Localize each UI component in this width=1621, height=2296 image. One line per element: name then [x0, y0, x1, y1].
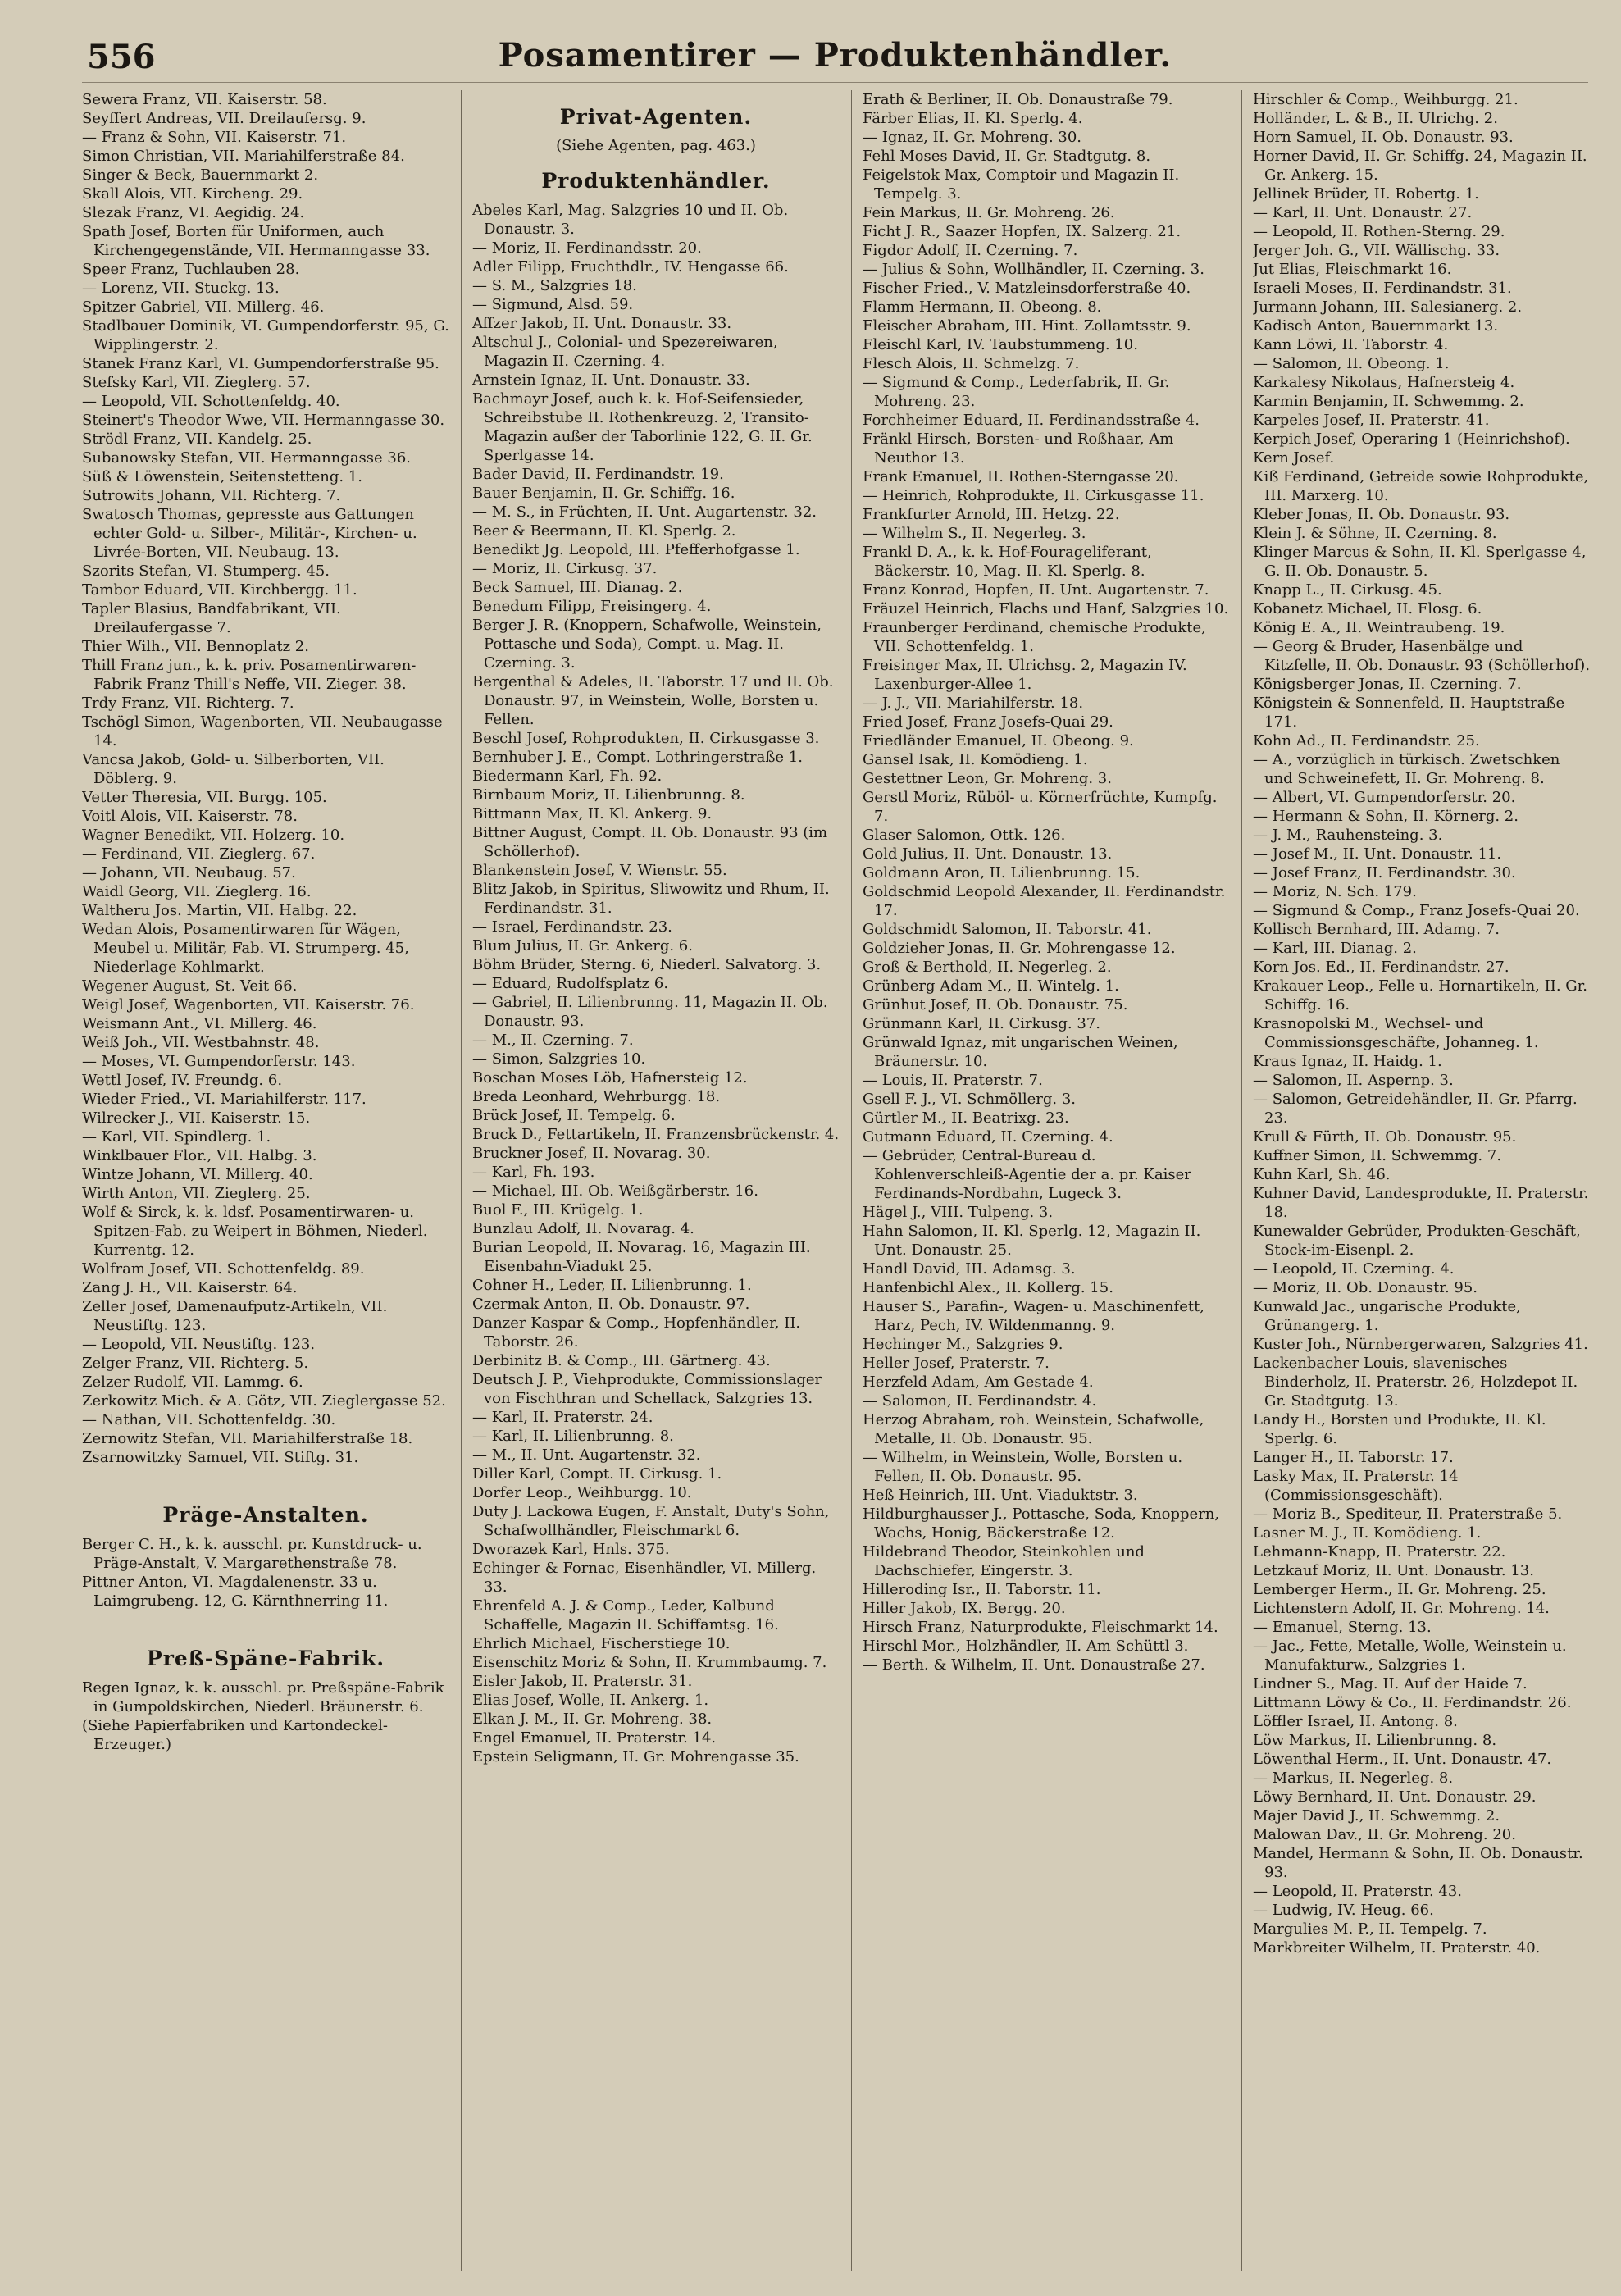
directory-entry: Hechinger M., Salzgries 9. — [863, 1336, 1063, 1353]
directory-entry: Fleischl Karl, IV. Taubstummeng. 10. — [863, 336, 1138, 353]
page-number: 556 — [87, 38, 156, 76]
directory-entry: — Albert, VI. Gumpendorferstr. 20. — [1253, 789, 1516, 806]
directory-entry: Zsarnowitzky Samuel, VII. Stiftg. 31. — [82, 1449, 359, 1466]
directory-entry: Jerger Joh. G., VII. Wällischg. 33. — [1253, 242, 1500, 259]
directory-entry: Hildburghausser J., Pottasche, Soda, Knoppern, Wachs, Honig, Bäckerstraße 12. — [863, 1506, 1220, 1542]
directory-entry: Kleber Jonas, II. Ob. Donaustr. 93. — [1253, 506, 1510, 523]
directory-entry: Stefsky Karl, VII. Zieglerg. 57. — [82, 374, 311, 391]
column-rule-2 — [851, 90, 852, 2271]
directory-entry: Löffler Israel, II. Antong. 8. — [1253, 1713, 1458, 1730]
directory-entry: Gansel Isak, II. Komödieng. 1. — [863, 751, 1088, 768]
directory-entry: — Georg & Bruder, Hasenbälge und Kitzfelle, II. Ob. Donaustr. 93 (Schöllerhof). — [1253, 638, 1591, 674]
directory-entry: — Moriz B., Spediteur, II. Praterstraße 5. — [1253, 1506, 1563, 1523]
directory-entry: — M., II. Unt. Augartenstr. 32. — [472, 1446, 701, 1464]
directory-entry: Regen Ignaz, k. k. ausschl. pr. Preßspäne-Fabrik in Gumpoldskirchen, Niederl. Bräunerstr. 6. — [82, 1679, 444, 1715]
directory-entry: Kiß Ferdinand, Getreide sowie Rohprodukte, III. Marxerg. 10. — [1253, 468, 1589, 504]
directory-entry: Bruck D., Fettartikeln, II. Franzensbrückenstr. 4. — [472, 1126, 840, 1143]
directory-entry: Fleischer Abraham, III. Hint. Zollamtsstr. 9. — [863, 317, 1191, 335]
directory-entry: Horner David, II. Gr. Schiffg. 24, Magazin II. Gr. Ankerg. 15. — [1253, 148, 1587, 184]
directory-entry: Krull & Fürth, II. Ob. Donaustr. 95. — [1253, 1128, 1517, 1146]
directory-entry: — Wilhelm, in Weinstein, Wolle, Borsten u. Fellen, II. Ob. Donaustr. 95. — [863, 1449, 1183, 1485]
directory-entry: — M. S., in Früchten, II. Unt. Augartenstr. 32. — [472, 503, 817, 521]
directory-entry: Diller Karl, Compt. II. Cirkusg. 1. — [472, 1465, 722, 1483]
directory-entry: Knapp L., II. Cirkusg. 45. — [1253, 581, 1442, 599]
directory-entry: Frank Emanuel, II. Rothen-Sterngasse 20. — [863, 468, 1179, 485]
directory-entry: Hirschl Mor., Holzhändler, II. Am Schüttl 3. — [863, 1638, 1189, 1655]
directory-entry: Kraus Ignaz, II. Haidg. 1. — [1253, 1053, 1442, 1070]
directory-entry: — Gabriel, II. Lilienbrunng. 11, Magazin II. Ob. Donaustr. 93. — [472, 994, 828, 1030]
directory-entry: Stadlbauer Dominik, VI. Gumpendorferstr. 95, G. Wipplingerstr. 2. — [82, 317, 449, 353]
directory-entry: Grünberg Adam M., II. Wintelg. 1. — [863, 977, 1119, 995]
directory-entry: Wegener August, St. Veit 66. — [82, 977, 298, 995]
directory-entry: Letzkauf Moriz, II. Unt. Donaustr. 13. — [1253, 1562, 1534, 1579]
directory-entry: Singer & Beck, Bauernmarkt 2. — [82, 166, 319, 184]
directory-entry: Ficht J. R., Saazer Hopfen, IX. Salzerg. 21. — [863, 223, 1182, 240]
directory-entry: Fränkl Hirsch, Borsten- und Roßhaar, Am Neuthor 13. — [863, 430, 1174, 467]
directory-entry: — Nathan, VII. Schottenfeldg. 30. — [82, 1411, 336, 1428]
directory-entry: — Eduard, Rudolfsplatz 6. — [472, 975, 669, 992]
directory-entry: Hilleroding Isr., II. Taborstr. 11. — [863, 1581, 1101, 1598]
directory-entry: Elias Josef, Wolle, II. Ankerg. 1. — [472, 1692, 709, 1709]
directory-entry: — Leopold, VII. Neustiftg. 123. — [82, 1336, 316, 1353]
directory-entry: Grünwald Ignaz, mit ungarischen Weinen, Bräunerstr. 10. — [863, 1034, 1178, 1070]
directory-entry: Lindner S., Mag. II. Auf der Haide 7. — [1253, 1675, 1528, 1692]
directory-entry: Heller Josef, Praterstr. 7. — [863, 1355, 1050, 1372]
directory-entry: — Moriz, II. Ob. Donaustr. 95. — [1253, 1279, 1478, 1296]
directory-entry: Breda Leonhard, Wehrburgg. 18. — [472, 1088, 721, 1105]
directory-entry: Bunzlau Adolf, II. Novarag. 4. — [472, 1220, 694, 1237]
directory-entry: Färber Elias, II. Kl. Sperlg. 4. — [863, 110, 1083, 127]
directory-entry: Altschul J., Colonial- und Spezereiwaren, Magazin II. Czerning. 4. — [472, 334, 778, 370]
directory-entry: Zeller Josef, Damenaufputz-Artikeln, VII. Neustiftg. 123. — [82, 1298, 388, 1334]
directory-entry: — S. M., Salzgries 18. — [472, 277, 637, 294]
directory-entry: — Wilhelm S., II. Negerleg. 3. — [863, 525, 1086, 542]
directory-entry: — Karl, VII. Spindlerg. 1. — [82, 1128, 271, 1146]
directory-entry: Swatosch Thomas, gepresste aus Gattungen echter Gold- u. Silber-, Militär-, Kirchen- u. Livrée-Borten, VII. Neubaug. 13. — [82, 506, 417, 561]
directory-entry: — Johann, VII. Neubaug. 57. — [82, 864, 296, 882]
directory-entry: Gürtler M., II. Beatrixg. 23. — [863, 1109, 1069, 1127]
page-header — [82, 33, 1588, 83]
directory-entry: Spath Josef, Borten für Uniformen, auch Kirchengegenstände, VII. Hermanngasse 33. — [82, 223, 430, 259]
directory-entry: — Leopold, VII. Schottenfeldg. 40. — [82, 393, 340, 410]
directory-entry: Kobanetz Michael, II. Flosg. 6. — [1253, 600, 1482, 617]
directory-entry: Handl David, III. Adamsg. 3. — [863, 1260, 1076, 1278]
directory-entry: — Sigmund & Comp., Franz Josefs-Quai 20. — [1253, 902, 1580, 919]
directory-entry: Grünhut Josef, II. Ob. Donaustr. 75. — [863, 996, 1128, 1014]
directory-entry: Goldmann Aron, II. Lilienbrunng. 15. — [863, 864, 1141, 882]
entries-produktenhaendler-a — [472, 201, 840, 1766]
directory-entry: — J. J., VII. Mariahilferstr. 18. — [863, 695, 1084, 712]
directory-entry: — Gebrüder, Central-Bureau d. Kohlenverschleiß-Agentie der a. pr. Kaiser Ferdinands-Nordbahn, Lugeck 3. — [863, 1147, 1191, 1202]
directory-entry: Kuffner Simon, II. Schwemmg. 7. — [1253, 1147, 1502, 1164]
column-2 — [472, 90, 840, 2271]
directory-entry: Hirsch Franz, Naturprodukte, Fleischmarkt 14. — [863, 1619, 1218, 1636]
directory-entry: Voitl Alois, VII. Kaiserstr. 78. — [82, 808, 298, 825]
directory-entry: Bader David, II. Ferdinandstr. 19. — [472, 466, 724, 483]
directory-entry: Steinert's Theodor Wwe, VII. Hermanngasse 30. — [82, 412, 445, 429]
directory-entry: Horn Samuel, II. Ob. Donaustr. 93. — [1253, 129, 1514, 146]
directory-entry: Lasner M. J., II. Komödieng. 1. — [1253, 1524, 1482, 1542]
directory-entry: Markbreiter Wilhelm, II. Praterstr. 40. — [1253, 1939, 1541, 1957]
directory-entry: Zerkowitz Mich. & A. Götz, VII. Zieglergasse 52. — [82, 1392, 446, 1410]
directory-entry: Feigelstok Max, Comptoir und Magazin II. Tempelg. 3. — [863, 166, 1180, 203]
directory-entry: Figdor Adolf, II. Czerning. 7. — [863, 242, 1078, 259]
directory-entry: — Sigmund & Comp., Lederfabrik, II. Gr. Mohreng. 23. — [863, 374, 1170, 410]
directory-entry: Gutmann Eduard, II. Czerning. 4. — [863, 1128, 1113, 1146]
entries-praege-anstalten — [82, 1535, 449, 1610]
directory-entry: Löw Markus, II. Lilienbrunng. 8. — [1253, 1732, 1497, 1749]
directory-entry: Szorits Stefan, VI. Stumperg. 45. — [82, 563, 330, 580]
directory-entry: Vancsa Jakob, Gold- u. Silberborten, VII. Döblerg. 9. — [82, 751, 385, 787]
directory-entry: Klinger Marcus & Sohn, II. Kl. Sperlgasse 4, G. II. Ob. Donaustr. 5. — [1253, 544, 1587, 580]
directory-entry: Flesch Alois, II. Schmelzg. 7. — [863, 355, 1080, 372]
directory-entry: Jut Elias, Fleischmarkt 16. — [1253, 261, 1452, 278]
section-title-press-spaene-fabrik: Preß-Späne-Fabrik. — [146, 1647, 385, 1670]
directory-entry: Czermak Anton, II. Ob. Donaustr. 97. — [472, 1296, 750, 1313]
directory-entry: Königsberger Jonas, II. Czerning. 7. — [1253, 676, 1522, 693]
directory-entry: Buol F., III. Krügelg. 1. — [472, 1201, 644, 1219]
directory-entry: Kunwald Jac., ungarische Produkte, Grünangerg. 1. — [1253, 1298, 1521, 1334]
directory-entry: Kadisch Anton, Bauernmarkt 13. — [1253, 317, 1499, 335]
directory-entry: Berger J. R. (Knoppern, Schafwolle, Weinstein, Pottasche und Soda), Compt. u. Mag. II. Czerning. 3. — [472, 617, 822, 672]
directory-entry: — Franz & Sohn, VII. Kaiserstr. 71. — [82, 129, 347, 146]
directory-entry: Abeles Karl, Mag. Salzgries 10 und II. Ob. Donaustr. 3. — [472, 202, 789, 238]
directory-entry: — Moses, VI. Gumpendorferstr. 143. — [82, 1053, 356, 1070]
directory-entry: Tambor Eduard, VII. Kirchbergg. 11. — [82, 581, 357, 599]
directory-entry: — Heinrich, Rohprodukte, II. Cirkusgasse 11. — [863, 487, 1204, 504]
running-title: Posamentirer — Produktenhändler. — [498, 36, 1172, 75]
directory-entry: Gsell F. J., VI. Schmöllerg. 3. — [863, 1091, 1076, 1108]
directory-entry: Frankl D. A., k. k. Hof-Fourageliferant, Bäckerstr. 10, Mag. II. Kl. Sperlg. 8. — [863, 544, 1152, 580]
directory-entry: Benedum Filipp, Freisingerg. 4. — [472, 598, 712, 615]
directory-entry: Holländer, L. & B., II. Ulrichg. 2. — [1253, 110, 1498, 127]
directory-entry: Bittner August, Compt. II. Ob. Donaustr. 93 (im Schöllerhof). — [472, 824, 828, 860]
directory-entry: — Salomon, II. Aspernp. 3. — [1253, 1072, 1454, 1089]
directory-entry: — Leopold, II. Rothen-Sterng. 29. — [1253, 223, 1505, 240]
directory-entry: Bauer Benjamin, II. Gr. Schiffg. 16. — [472, 485, 735, 502]
directory-entry: Hahn Salomon, II. Kl. Sperlg. 12, Magazin II. Unt. Donaustr. 25. — [863, 1223, 1201, 1259]
entries-produktenhaendler-b — [863, 90, 1230, 1674]
entries-press-spaene-fabrik — [82, 1679, 449, 1754]
directory-entry: — Markus, II. Negerleg. 8. — [1253, 1770, 1454, 1787]
directory-entry: — Josef Franz, II. Ferdinandstr. 30. — [1253, 864, 1516, 882]
directory-entry: Mandel, Hermann & Sohn, II. Ob. Donaustr. 93. — [1253, 1845, 1583, 1881]
directory-entry: — Karl, II. Lilienbrunng. 8. — [472, 1428, 674, 1445]
directory-entry: Zernowitz Stefan, VII. Mariahilferstraße 18. — [82, 1430, 413, 1447]
directory-entry: Krasnopolski M., Wechsel- und Commissionsgeschäfte, Johanneg. 1. — [1253, 1015, 1539, 1051]
directory-entry: Winklbauer Flor., VII. Halbg. 3. — [82, 1147, 317, 1164]
directory-entry: Kern Josef. — [1253, 449, 1335, 467]
directory-entry: Lichtenstern Adolf, II. Gr. Mohreng. 14. — [1253, 1600, 1550, 1617]
directory-entry: Thill Franz jun., k. k. priv. Posamentirwaren-Fabrik Franz Thill's Neffe, VII. Zieger. 38. — [82, 657, 417, 693]
directory-entry: Wintze Johann, VI. Millerg. 40. — [82, 1166, 313, 1183]
directory-entry: Fried Josef, Franz Josefs-Quai 29. — [863, 713, 1113, 731]
directory-entry: Benedikt Jg. Leopold, III. Pfefferhofgasse 1. — [472, 541, 800, 558]
section-title-produktenhaendler: Produktenhändler. — [541, 169, 771, 193]
directory-entry: Glaser Salomon, Ottk. 126. — [863, 827, 1066, 844]
directory-entry: Gestettner Leon, Gr. Mohreng. 3. — [863, 770, 1112, 787]
directory-entry: Fraunberger Ferdinand, chemische Produkte, VII. Schottenfeldg. 1. — [863, 619, 1206, 655]
directory-entry: — Jac., Fette, Metalle, Wolle, Weinstein u. Manufakturw., Salzgries 1. — [1253, 1638, 1567, 1674]
directory-entry: Freisinger Max, II. Ulrichsg. 2, Magazin IV. Laxenburger-Allee 1. — [863, 657, 1187, 693]
directory-entry: Jellinek Brüder, II. Robertg. 1. — [1253, 185, 1479, 203]
directory-entry: — Ferdinand, VII. Zieglerg. 67. — [82, 845, 316, 863]
column-4 — [1253, 90, 1591, 2271]
directory-entry: Wolfram Josef, VII. Schottenfeldg. 89. — [82, 1260, 365, 1278]
directory-entry: Duty J. Lackowa Eugen, F. Anstalt, Duty's Sohn, Schafwollhändler, Fleischmarkt 6. — [472, 1503, 830, 1539]
directory-entry: Heß Heinrich, III. Unt. Viaduktstr. 3. — [863, 1487, 1138, 1504]
directory-entry: Erath & Berliner, II. Ob. Donaustraße 79. — [863, 91, 1173, 108]
directory-entry: Karkalesy Nikolaus, Hafnersteig 4. — [1253, 374, 1515, 391]
directory-entry: Beck Samuel, III. Dianag. 2. — [472, 579, 683, 596]
directory-entry: Arnstein Ignaz, II. Unt. Donaustr. 33. — [472, 371, 750, 389]
directory-entry: Waidl Georg, VII. Zieglerg. 16. — [82, 883, 312, 900]
directory-entry: Bergenthal & Adeles, II. Taborstr. 17 und II. Ob. Donaustr. 97, in Weinstein, Wolle, Borsten u. Fellen. — [472, 673, 834, 728]
directory-entry: Strödl Franz, VII. Kandelg. 25. — [82, 430, 312, 448]
directory-entry: Thier Wilh., VII. Bennoplatz 2. — [82, 638, 309, 655]
directory-entry: Sutrowits Johann, VII. Richterg. 7. — [82, 487, 341, 504]
directory-entry: Adler Filipp, Fruchthdlr., IV. Hengasse 66. — [472, 258, 789, 276]
directory-entry: Wieder Fried., VI. Mariahilferstr. 117. — [82, 1091, 367, 1108]
directory-entry: Beer & Beermann, II. Kl. Sperlg. 2. — [472, 522, 736, 540]
directory-entry: Kerpich Josef, Operaring 1 (Heinrichshof). — [1253, 430, 1570, 448]
directory-entry: Langer H., II. Taborstr. 17. — [1253, 1449, 1454, 1466]
directory-entry: Weiß Joh., VII. Westbahnstr. 48. — [82, 1034, 320, 1051]
directory-entry: Karpeles Josef, II. Praterstr. 41. — [1253, 412, 1490, 429]
directory-entry: Spitzer Gabriel, VII. Millerg. 46. — [82, 298, 325, 316]
directory-entry: Wirth Anton, VII. Zieglerg. 25. — [82, 1185, 311, 1202]
section-title-privat-agenten: Privat-Agenten. — [559, 105, 753, 129]
directory-entry: Seyffert Andreas, VII. Dreilaufersg. 9. — [82, 110, 367, 127]
directory-entry: — Louis, II. Praterstr. 7. — [863, 1072, 1043, 1089]
directory-entry: Bachmayr Josef, auch k. k. Hof-Seifensieder, Schreibstube II. Rothenkreuzg. 2, Transito-Magazin außer der Taborlinie 122, G. II. Gr. Sperlgasse 14. — [472, 390, 813, 464]
directory-entry: König E. A., II. Weintraubeng. 19. — [1253, 619, 1505, 636]
directory-entry: Subanowsky Stefan, VII. Hermanngasse 36. — [82, 449, 412, 467]
directory-entry: Kohn Ad., II. Ferdinandstr. 25. — [1253, 732, 1480, 749]
directory-entry: Kunewalder Gebrüder, Produkten-Geschäft, Stock-im-Eisenpl. 2. — [1253, 1223, 1581, 1259]
directory-entry: Fein Markus, II. Gr. Mohreng. 26. — [863, 204, 1115, 221]
directory-entry: Kann Löwi, II. Taborstr. 4. — [1253, 336, 1449, 353]
directory-entry: Wolf & Sirck, k. k. ldsf. Posamentirwaren- u. Spitzen-Fab. zu Weipert in Böhmen, Niederl. Kurrentg. 12. — [82, 1204, 428, 1259]
directory-entry: — Salomon, Getreidehändler, II. Gr. Pfarrg. 23. — [1253, 1091, 1578, 1127]
directory-entry: — Moriz, II. Ferdinandsstr. 20. — [472, 239, 702, 257]
directory-entry: Hildebrand Theodor, Steinkohlen und Dachschiefer, Eingerstr. 3. — [863, 1543, 1145, 1579]
directory-entry: Epstein Seligmann, II. Gr. Mohrengasse 35. — [472, 1748, 799, 1765]
directory-entry: — Emanuel, Sterng. 13. — [1253, 1619, 1432, 1636]
directory-entry: Eisler Jakob, II. Praterstr. 31. — [472, 1673, 693, 1690]
column-1 — [82, 90, 449, 2271]
directory-entry: Trdy Franz, VII. Richterg. 7. — [82, 695, 294, 712]
directory-entry: Bernhuber J. E., Compt. Lothringerstraße 1. — [472, 749, 803, 766]
directory-entry: Simon Christian, VII. Mariahilferstraße 84. — [82, 148, 405, 165]
directory-entry: Speer Franz, Tuchlauben 28. — [82, 261, 300, 278]
directory-entry: Stanek Franz Karl, VI. Gumpendorferstraße 95. — [82, 355, 439, 372]
directory-entry: — Simon, Salzgries 10. — [472, 1050, 646, 1068]
directory-entry: Sewera Franz, VII. Kaiserstr. 58. — [82, 91, 327, 108]
directory-entry: Franz Konrad, Hopfen, II. Unt. Augartenstr. 7. — [863, 581, 1209, 599]
directory-entry: Jurmann Johann, III. Salesianerg. 2. — [1253, 298, 1523, 316]
directory-entry: — Berth. & Wilhelm, II. Unt. Donaustraße 27. — [863, 1656, 1205, 1674]
directory-entry: Bruckner Josef, II. Novarag. 30. — [472, 1145, 711, 1162]
entries-produktenhaendler-c — [1253, 90, 1591, 1957]
directory-entry: Goldzieher Jonas, II. Gr. Mohrengasse 12. — [863, 940, 1176, 957]
directory-entry: — Leopold, II. Czerning. 4. — [1253, 1260, 1455, 1278]
directory-entry: Engel Emanuel, II. Praterstr. 14. — [472, 1729, 717, 1747]
directory-entry: Kuster Joh., Nürnbergerwaren, Salzgries 41. — [1253, 1336, 1588, 1353]
directory-entry: — Ignaz, II. Gr. Mohreng. 30. — [863, 129, 1082, 146]
directory-entry: Süß & Löwenstein, Seitenstetteng. 1. — [82, 468, 362, 485]
directory-entry: Blum Julius, II. Gr. Ankerg. 6. — [472, 937, 693, 954]
directory-entry: Affzer Jakob, II. Unt. Donaustr. 33. — [472, 315, 732, 332]
directory-entry: — Karl, III. Dianag. 2. — [1253, 940, 1417, 957]
directory-entry: Fehl Moses David, II. Gr. Stadtgutg. 8. — [863, 148, 1151, 165]
directory-entry: — Josef M., II. Unt. Donaustr. 11. — [1253, 845, 1502, 863]
directory-entry: Ehrlich Michael, Fischerstiege 10. — [472, 1635, 731, 1652]
directory-entry: Boschan Moses Löb, Hafnersteig 12. — [472, 1069, 748, 1086]
directory-entry: — Michael, III. Ob. Weißgärberstr. 16. — [472, 1182, 758, 1200]
directory-entry: Malowan Dav., II. Gr. Mohreng. 20. — [1253, 1826, 1516, 1843]
directory-entry: Wilrecker J., VII. Kaiserstr. 15. — [82, 1109, 311, 1127]
directory-entry: Forchheimer Eduard, II. Ferdinandsstraße 4. — [863, 412, 1200, 429]
directory-entry: Tapler Blasius, Bandfabrikant, VII. Dreilaufergasse 7. — [82, 600, 341, 636]
directory-entry: Danzer Kaspar & Comp., Hopfenhändler, II. Taborstr. 26. — [472, 1314, 801, 1351]
directory-entry: Elkan J. M., II. Gr. Mohreng. 38. — [472, 1711, 713, 1728]
directory-entry: Lemberger Herm., II. Gr. Mohreng. 25. — [1253, 1581, 1546, 1598]
directory-entry: Friedländer Emanuel, II. Obeong. 9. — [863, 732, 1134, 749]
directory-entry: Dorfer Leop., Weihburgg. 10. — [472, 1484, 692, 1501]
directory-entry: Tschögl Simon, Wagenborten, VII. Neubaugasse 14. — [82, 713, 443, 749]
directory-entry: Vetter Theresia, VII. Burgg. 105. — [82, 789, 327, 806]
directory-entry: Blankenstein Josef, V. Wienstr. 55. — [472, 862, 727, 879]
directory-entry: (Siehe Papierfabriken und Kartondeckel-Erzeuger.) — [82, 1717, 388, 1753]
directory-entry: — Salomon, II. Obeong. 1. — [1253, 355, 1450, 372]
directory-entry: Deutsch J. P., Viehprodukte, Commissionslager von Fischthran und Schellack, Salzgries 13. — [472, 1371, 822, 1407]
directory-entry: Waltheru Jos. Martin, VII. Halbg. 22. — [82, 902, 357, 919]
directory-entry: Gerstl Moriz, Rüböl- u. Körnerfrüchte, Kumpfg. 7. — [863, 789, 1218, 825]
directory-entry: Bittmann Max, II. Kl. Ankerg. 9. — [472, 805, 713, 822]
directory-entry: Königstein & Sonnenfeld, II. Hauptstraße 171. — [1253, 695, 1565, 731]
directory-entry: — M., II. Czerning. 7. — [472, 1032, 634, 1049]
section-reference: (Siehe Agenten, pag. 463.) — [556, 137, 756, 154]
directory-entry: Lehmann-Knapp, II. Praterstr. 22. — [1253, 1543, 1506, 1560]
directory-entry: Echinger & Fornac, Eisenhändler, VI. Millerg. 33. — [472, 1560, 817, 1596]
section-title-praege-anstalten: Präge-Anstalten. — [162, 1503, 369, 1527]
directory-entry: Hauser S., Parafin-, Wagen- u. Maschinenfett, Harz, Pech, IV. Wildenmanng. 9. — [863, 1298, 1205, 1334]
directory-entry: Biedermann Karl, Fh. 92. — [472, 768, 663, 785]
columns — [82, 90, 1591, 2271]
directory-entry: Zelger Franz, VII. Richterg. 5. — [82, 1355, 309, 1372]
directory-entry: Groß & Berthold, II. Negerleg. 2. — [863, 959, 1112, 976]
directory-entry: — A., vorzüglich in türkisch. Zwetschken und Schweinefett, II. Gr. Mohreng. 8. — [1253, 751, 1560, 787]
directory-entry: Hanfenbichl Alex., II. Kollerg. 15. — [863, 1279, 1113, 1296]
directory-entry: Eisenschitz Moriz & Sohn, II. Krummbaumg. 7. — [472, 1654, 827, 1671]
directory-entry: Gold Julius, II. Unt. Donaustr. 13. — [863, 845, 1113, 863]
directory-entry: — Sigmund, Alsd. 59. — [472, 296, 634, 313]
directory-entry: Löwy Bernhard, II. Unt. Donaustr. 29. — [1253, 1788, 1537, 1806]
directory-entry: Frankfurter Arnold, III. Hetzg. 22. — [863, 506, 1120, 523]
directory-entry: Littmann Löwy & Co., II. Ferdinandstr. 26. — [1253, 1694, 1572, 1711]
directory-entry: Israeli Moses, II. Ferdinandstr. 31. — [1253, 280, 1512, 297]
directory-entry: — Lorenz, VII. Stuckg. 13. — [82, 280, 280, 297]
directory-entry: Krakauer Leop., Felle u. Hornartikeln, II. Gr. Schiffg. 16. — [1253, 977, 1588, 1014]
directory-entry: Ehrenfeld A. J. & Comp., Leder, Kalbund Schaffelle, Magazin II. Schiffamtsg. 16. — [472, 1597, 779, 1633]
directory-entry: — Hermann & Sohn, II. Körnerg. 2. — [1253, 808, 1519, 825]
directory-entry: — Salomon, II. Ferdinandstr. 4. — [863, 1392, 1097, 1410]
directory-entry: Böhm Brüder, Sterng. 6, Niederl. Salvatorg. 3. — [472, 956, 822, 973]
directory-entry: Wettl Josef, IV. Freundg. 6. — [82, 1072, 283, 1089]
directory-entry: — Karl, II. Praterstr. 24. — [472, 1409, 653, 1426]
directory-entry: Kollisch Bernhard, III. Adamg. 7. — [1253, 921, 1500, 938]
directory-entry: Goldschmidt Salomon, II. Taborstr. 41. — [863, 921, 1152, 938]
directory-entry: Beschl Josef, Rohprodukten, II. Cirkusgasse 3. — [472, 730, 820, 747]
directory-entry: Flamm Hermann, II. Obeong. 8. — [863, 298, 1102, 316]
directory-entry: — Moriz, II. Cirkusg. 37. — [472, 560, 658, 577]
directory-entry: — Karl, Fh. 193. — [472, 1164, 595, 1181]
directory-entry: Birnbaum Moriz, II. Lilienbrunng. 8. — [472, 786, 745, 804]
directory-entry: Pittner Anton, VI. Magdalenenstr. 33 u. Laimgrubeng. 12, G. Kärnthnerring 11. — [82, 1574, 389, 1610]
directory-entry: — Julius & Sohn, Wollhändler, II. Czerning. 3. — [863, 261, 1204, 278]
directory-entry: Grünmann Karl, II. Cirkusg. 37. — [863, 1015, 1100, 1032]
directory-entry: Fräuzel Heinrich, Flachs und Hanf, Salzgries 10. — [863, 600, 1229, 617]
entries-posamentirer — [82, 90, 449, 1467]
directory-entry: Margulies M. P., II. Tempelg. 7. — [1253, 1920, 1487, 1938]
directory-entry: Derbinitz B. & Comp., III. Gärtnerg. 43. — [472, 1352, 771, 1369]
directory-entry: Blitz Jakob, in Spiritus, Sliwowitz und Rhum, II. Ferdinandstr. 31. — [472, 881, 830, 917]
directory-entry: Fischer Fried., V. Matzleinsdorferstraße 40. — [863, 280, 1191, 297]
directory-entry: Kuhner David, Landesprodukte, II. Praterstr. 18. — [1253, 1185, 1589, 1221]
directory-entry: Herzfeld Adam, Am Gestade 4. — [863, 1374, 1094, 1391]
directory-entry: Berger C. H., k. k. ausschl. pr. Kunstdruck- u. Präge-Anstalt, V. Margarethenstraße 78. — [82, 1536, 422, 1572]
directory-entry: Weigl Josef, Wagenborten, VII. Kaiserstr. 76. — [82, 996, 415, 1014]
directory-entry: Cohner H., Leder, II. Lilienbrunng. 1. — [472, 1277, 752, 1294]
directory-entry: Kuhn Karl, Sh. 46. — [1253, 1166, 1391, 1183]
directory-entry: Landy H., Borsten und Produkte, II. Kl. Sperlg. 6. — [1253, 1411, 1546, 1447]
directory-entry: Wedan Alois, Posamentirwaren für Wägen, Meubel u. Militär, Fab. VI. Strumperg. 45, Niederlage Kohlmarkt. — [82, 921, 409, 976]
directory-entry: Zelzer Rudolf, VII. Lammg. 6. — [82, 1374, 303, 1391]
directory-entry: Goldschmid Leopold Alexander, II. Ferdinandstr. 17. — [863, 883, 1226, 919]
directory-entry: — Ludwig, IV. Heug. 66. — [1253, 1902, 1434, 1919]
directory-entry: Brück Josef, II. Tempelg. 6. — [472, 1107, 676, 1124]
directory-entry: — Moriz, N. Sch. 179. — [1253, 883, 1417, 900]
directory-entry: Hiller Jakob, IX. Bergg. 20. — [863, 1600, 1066, 1617]
directory-entry: — Leopold, II. Praterstr. 43. — [1253, 1883, 1463, 1900]
directory-entry: Dworazek Karl, Hnls. 375. — [472, 1541, 670, 1558]
directory-entry: Skall Alois, VII. Kircheng. 29. — [82, 185, 303, 203]
directory-entry: Löwenthal Herm., II. Unt. Donaustr. 47. — [1253, 1751, 1552, 1768]
directory-entry: Lasky Max, II. Praterstr. 14 (Commissionsgeschäft). — [1253, 1468, 1459, 1504]
directory-entry: Slezak Franz, VI. Aegidig. 24. — [82, 204, 305, 221]
directory-entry: Wagner Benedikt, VII. Holzerg. 10. — [82, 827, 345, 844]
directory-entry: Korn Jos. Ed., II. Ferdinandstr. 27. — [1253, 959, 1509, 976]
column-3 — [863, 90, 1230, 2271]
directory-entry: — Israel, Ferdinandstr. 23. — [472, 918, 672, 936]
directory-entry: — Karl, II. Unt. Donaustr. 27. — [1253, 204, 1473, 221]
directory-entry: Majer David J., II. Schwemmg. 2. — [1253, 1807, 1500, 1824]
directory-entry: Karmin Benjamin, II. Schwemmg. 2. — [1253, 393, 1524, 410]
directory-entry: — J. M., Rauhensteing. 3. — [1253, 827, 1443, 844]
directory-entry: Herzog Abraham, roh. Weinstein, Schafwolle, Metalle, II. Ob. Donaustr. 95. — [863, 1411, 1204, 1447]
directory-entry: Burian Leopold, II. Novarag. 16, Magazin III. Eisenbahn-Viadukt 25. — [472, 1239, 811, 1275]
directory-entry: Hägel J., VIII. Tulpeng. 3. — [863, 1204, 1054, 1221]
column-rule-3 — [1241, 90, 1242, 2271]
directory-entry: Zang J. H., VII. Kaiserstr. 64. — [82, 1279, 298, 1296]
directory-entry: Klein J. & Söhne, II. Czerning. 8. — [1253, 525, 1497, 542]
directory-entry: Hirschler & Comp., Weihburgg. 21. — [1253, 91, 1519, 108]
directory-entry: Lackenbacher Louis, slavenisches Binderholz, II. Praterstr. 26, Holzdepot II. Gr. Stadtgutg. 13. — [1253, 1355, 1578, 1410]
directory-entry: Weismann Ant., VI. Millerg. 46. — [82, 1015, 317, 1032]
column-rule-1 — [461, 90, 462, 2271]
